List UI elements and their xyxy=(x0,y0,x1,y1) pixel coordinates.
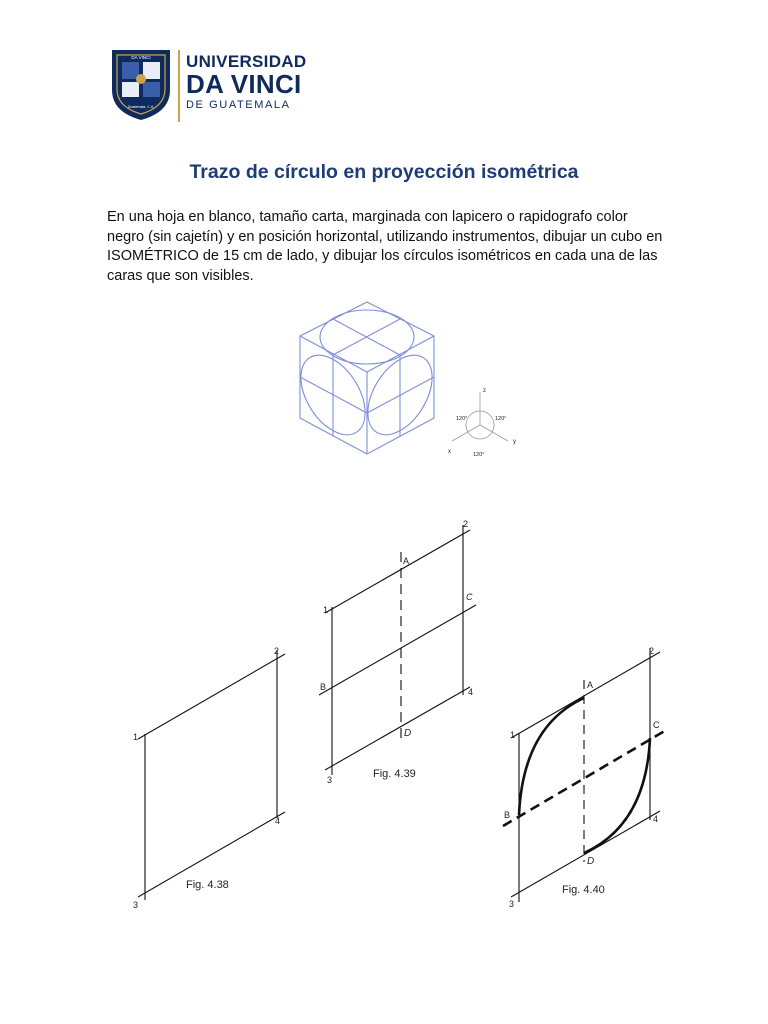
svg-text:DA VINCI: DA VINCI xyxy=(131,55,151,60)
fig440-point-b: B xyxy=(504,810,511,820)
page-title: Trazo de círculo en proyección isométrica xyxy=(189,161,579,183)
isometric-cube-figure xyxy=(288,302,446,454)
fig438-caption: Fig. 4.38 xyxy=(186,879,229,891)
fig439-point-3: 3 xyxy=(327,775,333,785)
fig440-caption: Fig. 4.40 xyxy=(562,884,605,896)
fig438-point-1: 1 xyxy=(133,732,139,742)
fig-4-38-rhombus xyxy=(138,650,285,900)
logo-line-3: DE GUATEMALA xyxy=(186,99,291,111)
axis-x-label: x xyxy=(448,449,451,455)
axis-y-label: y xyxy=(513,439,516,445)
fig439-point-a: A xyxy=(403,556,410,566)
angle-right-label: 120° xyxy=(495,416,507,422)
fig439-point-c: C xyxy=(466,592,473,602)
fig439-point-1: 1 xyxy=(323,605,329,615)
fig-4-40-isometric-circle xyxy=(503,648,668,902)
fig439-point-4: 4 xyxy=(468,687,474,697)
fig439-point-d: D xyxy=(404,728,412,739)
fig440-point-c: C xyxy=(653,720,660,730)
fig440-point-d: D xyxy=(587,856,595,867)
fig-4-39-construction xyxy=(319,525,476,775)
axis-z-label: z xyxy=(483,388,486,394)
logo-line-2: DA VINCI xyxy=(186,69,302,99)
fig440-point-4: 4 xyxy=(653,814,659,824)
fig440-point-a: A xyxy=(587,680,594,690)
fig438-point-3: 3 xyxy=(133,900,139,910)
fig438-point-2: 2 xyxy=(274,646,280,656)
logo-line-1: UNIVERSIDAD xyxy=(186,52,307,71)
svg-text:Guatemala, C.A.: Guatemala, C.A. xyxy=(127,105,155,109)
fig440-point-1: 1 xyxy=(510,730,516,740)
angle-left-label: 120° xyxy=(456,416,468,422)
fig439-point-b: B xyxy=(320,682,327,692)
fig439-caption: Fig. 4.39 xyxy=(373,768,416,780)
fig440-point-2: 2 xyxy=(649,646,655,656)
instructions-paragraph: En una hoja en blanco, tamaño carta, marginada con lapicero o rapidografo color negro (sin cajetín) y en posición horizontal, utilizando instrumentos, dibujar un cubo en ISOMÉTRICO de 15 cm de lado, y dibujar los círculos isométricos en cada una de las caras que son visibles. xyxy=(107,209,663,284)
fig440-point-3: 3 xyxy=(509,899,515,909)
angle-bottom-label: 120° xyxy=(473,452,485,458)
fig439-point-2: 2 xyxy=(463,519,469,529)
fig438-point-4: 4 xyxy=(275,816,281,826)
